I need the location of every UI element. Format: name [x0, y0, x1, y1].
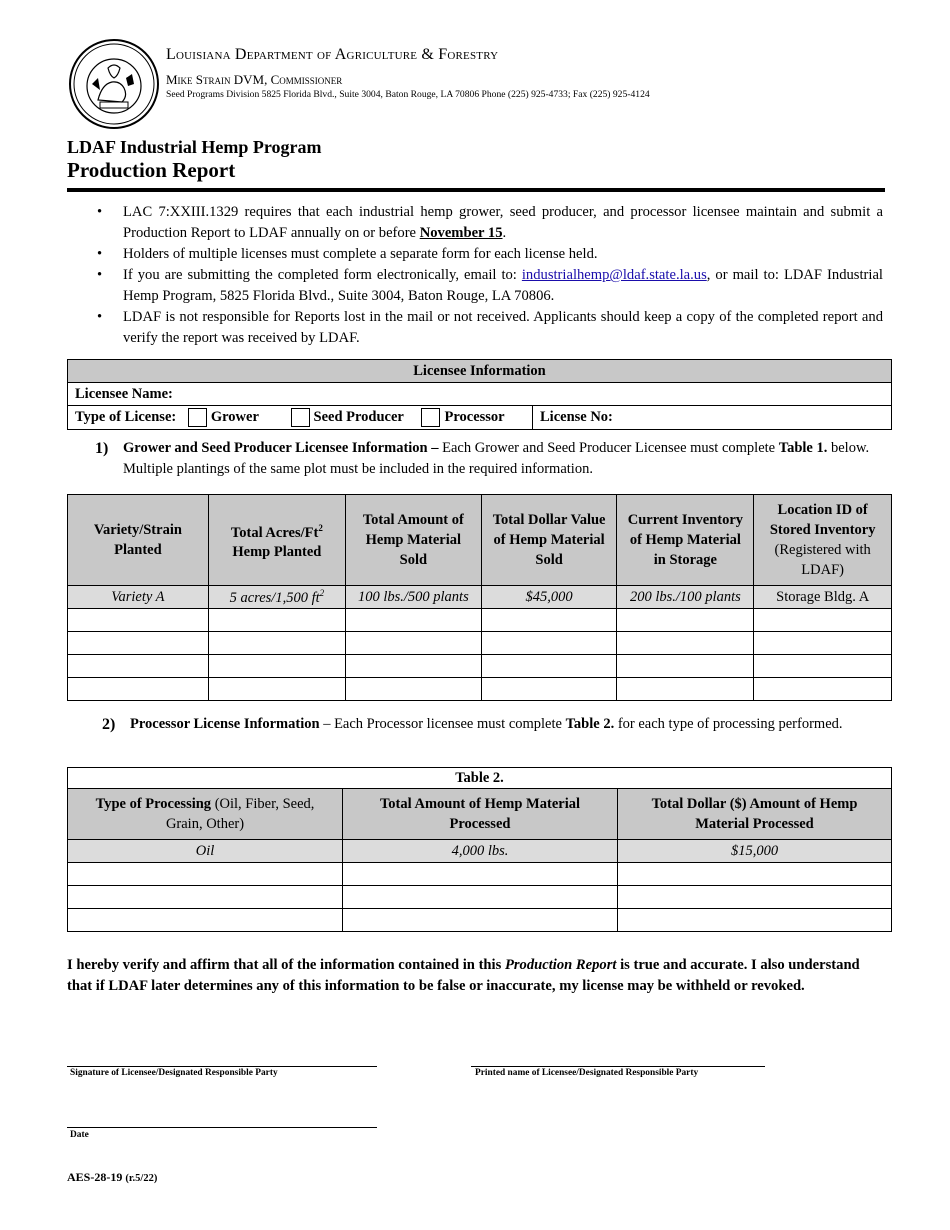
division-address: Seed Programs Division 5825 Florida Blvd., Suite 3004, Baton Rouge, LA 70806 Phone (225) 925-4733; Fax (225) 925-4124: [166, 89, 650, 100]
licensee-name-field[interactable]: Licensee Name:: [68, 383, 892, 406]
example-dollar: $15,000: [618, 840, 892, 863]
printed-name-label: Printed name of Licensee/Designated Responsible Party: [475, 1068, 699, 1078]
date-line[interactable]: [67, 1127, 377, 1128]
instruction-item: • LDAF is not responsible for Reports lost in the mail or not received. Applicants should keep a copy of the completed report and verify the report was received by LDAF.: [97, 307, 883, 349]
page-title: Production Report: [67, 158, 236, 182]
department-seal: [68, 38, 160, 130]
example-type: Oil: [68, 840, 343, 863]
instruction-item: • If you are submitting the completed form electronically, email to: industrialhemp@ldaf.state.la.us, or mail to: LDAF Industrial Hemp Program, 5825 Florida Blvd., Suite 3004, Baton Rouge, LA 70806.: [97, 265, 883, 307]
table-2-processor: [67, 767, 892, 932]
col-variety: Variety/Strain Planted: [68, 495, 209, 586]
grower-checkbox[interactable]: [188, 408, 207, 427]
table-row[interactable]: [68, 886, 892, 909]
table-row[interactable]: [68, 909, 892, 932]
form-number: AES-28-19 (r.5/22): [67, 1170, 158, 1184]
deadline-date: November 15: [419, 225, 503, 241]
table-row[interactable]: [68, 863, 892, 886]
instruction-item: • Holders of multiple licenses must complete a separate form for each license held.: [97, 244, 883, 265]
example-row: [68, 840, 892, 863]
email-link[interactable]: industrialhemp@ldaf.state.la.us: [521, 267, 707, 283]
commissioner-name: Mike Strain DVM, Commissioner: [166, 72, 343, 87]
table-row[interactable]: [68, 632, 892, 655]
section-2-instructions: 2) Processor License Information – Each Processor licensee must complete Table 2. for each type of processing performed.: [102, 716, 843, 733]
table-2-caption: Table 2.: [68, 768, 892, 789]
col-dollar-value: Total Dollar Value of Hemp Material Sold: [481, 495, 617, 586]
table-1-grower: [67, 494, 892, 701]
date-label: Date: [70, 1130, 89, 1140]
table-row[interactable]: [68, 678, 892, 701]
signature-line[interactable]: [67, 1066, 377, 1067]
example-value: $45,000: [481, 586, 617, 609]
title-divider: [67, 188, 885, 192]
instructions-list: [97, 202, 883, 349]
col-acres: Total Acres/Ft$^2$ Hemp Planted: [208, 495, 345, 586]
licensee-info-header: Licensee Information: [68, 360, 892, 383]
license-number-field[interactable]: License No:: [533, 406, 892, 430]
instruction-item: • LAC 7:XXIII.1329 requires that each industrial hemp grower, seed producer, and processor licensee maintain and submit a Production Report to LDAF annually on or before November 15.: [97, 202, 883, 244]
affirmation-statement: I hereby verify and affirm that all of the information contained in this Production Report is true and accurate. I also understand that if LDAF later determines any of this information to be false or inaccurate, my license may be withheld or revoked.: [67, 957, 860, 994]
example-acres: 5 acres/1,500 $ft^2$: [208, 586, 345, 609]
example-inventory: 200 lbs./100 plants: [617, 586, 754, 609]
example-variety: Variety A: [68, 586, 209, 609]
col-dollar-processed: Total Dollar ($) Amount of Hemp Material Processed: [618, 789, 892, 840]
table-row[interactable]: [68, 609, 892, 632]
col-location: Location ID of Stored Inventory (Registered with LDAF): [754, 495, 892, 586]
processor-checkbox[interactable]: [421, 408, 440, 427]
col-amount-sold: Total Amount of Hemp Material Sold: [345, 495, 481, 586]
example-row: [68, 586, 892, 609]
col-inventory: Current Inventory of Hemp Material in Storage: [617, 495, 754, 586]
example-amount: 4,000 lbs.: [343, 840, 618, 863]
col-amount-processed: Total Amount of Hemp Material Processed: [343, 789, 618, 840]
license-type-field: Type of License: Grower Seed Producer Processor: [68, 406, 533, 430]
agency-name: Louisiana Department of Agriculture & Forestry: [166, 46, 499, 63]
printed-name-line[interactable]: [471, 1066, 765, 1067]
licensee-info-table: [67, 359, 892, 430]
example-location: Storage Bldg. A: [754, 586, 892, 609]
example-sold: 100 lbs./500 plants: [345, 586, 481, 609]
section-1-instructions: 1) Grower and Seed Producer Licensee Information – Each Grower and Seed Producer Licensee must complete Table 1. below. Multiple plantings of the same plot must be included in the required information.: [95, 440, 870, 477]
seed-producer-checkbox[interactable]: [291, 408, 310, 427]
table-row[interactable]: [68, 655, 892, 678]
signature-label: Signature of Licensee/Designated Responsible Party: [70, 1068, 278, 1078]
program-name: LDAF Industrial Hemp Program: [67, 137, 322, 157]
col-processing-type: Type of Processing (Oil, Fiber, Seed, Grain, Other): [68, 789, 343, 840]
